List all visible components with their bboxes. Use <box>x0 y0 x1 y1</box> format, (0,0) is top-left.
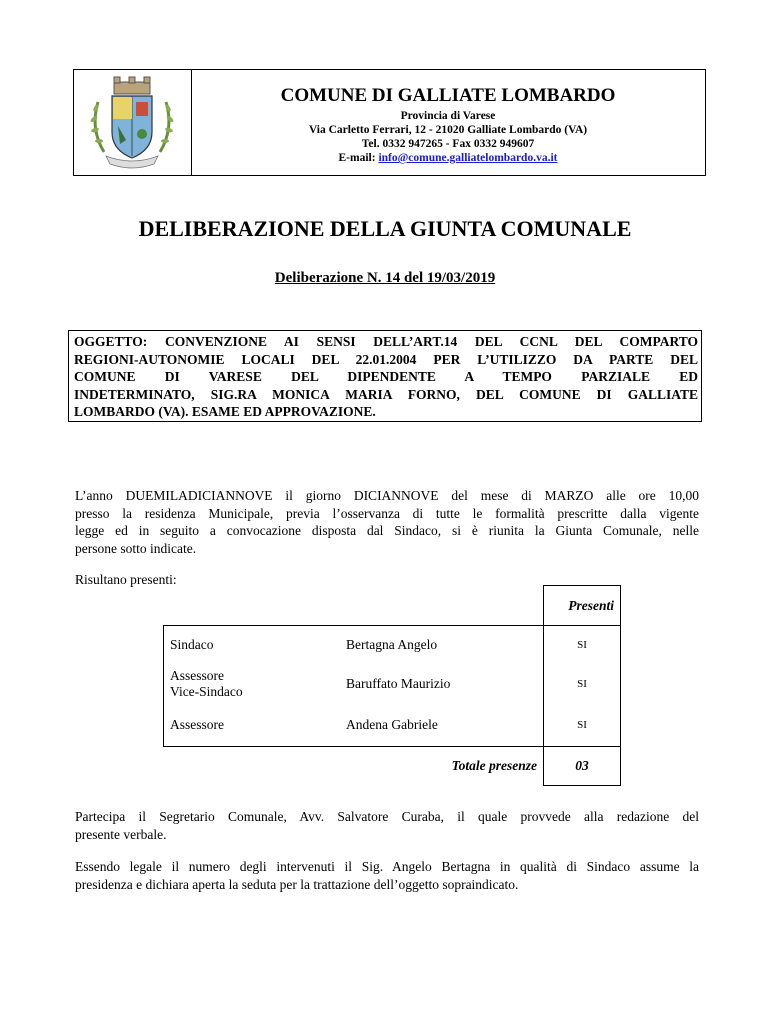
present-cell: SI <box>544 664 621 704</box>
crest-icon <box>84 74 180 170</box>
name-cell: Bertagna Angelo <box>340 626 544 665</box>
oggetto-line: LOMBARDO (VA). ESAME ED APPROVAZIONE. <box>74 404 376 419</box>
name-cell: Andena Gabriele <box>340 704 544 747</box>
totale-value: 03 <box>544 747 621 786</box>
telefono: Tel. 0332 947265 - Fax 0332 949607 <box>361 138 535 150</box>
intro-line: L’anno DUEMILADICIANNOVE il giorno DICIANNOVE del mese di MARZO alle ore 10,00 <box>75 488 699 503</box>
segretario-line: Partecipa il Segretario Comunale, Avv. Salvatore Curaba, il quale provvede alla redazione del <box>75 809 699 824</box>
risultano-presenti: Risultano presenti: <box>75 572 177 587</box>
comune-name: COMUNE DI GALLIATE LOMBARDO <box>280 85 616 106</box>
deliberation-number: Deliberazione N. 14 del 19/03/2019 <box>274 270 496 286</box>
oggetto-line: INDETERMINATO, SIG.RA MONICA MARIA FORNO, DEL COMUNE DI GALLIATE <box>74 386 698 402</box>
header-text <box>191 70 705 175</box>
email-link[interactable]: info@comune.galliatelombardo.va.it <box>378 152 558 164</box>
intro-paragraph <box>75 487 699 557</box>
indirizzo: Via Carletto Ferrari, 12 - 21020 Galliate Lombardo (VA) <box>308 124 588 136</box>
crest-cell <box>74 70 192 175</box>
presidenza-line: presidenza e dichiara aperta la seduta per la trattazione dell’oggetto sopraindicato. <box>75 876 519 892</box>
presidenza-paragraph <box>75 858 699 893</box>
table-row <box>164 664 621 704</box>
presenti-header: Presenti <box>544 586 621 626</box>
oggetto-line: OGGETTO: CONVENZIONE AI SENSI DELL’ART.14 DEL CCNL DEL COMPARTO <box>74 334 698 349</box>
role-cell: Sindaco <box>164 626 341 665</box>
intro-line: persone sotto indicate. <box>75 540 197 556</box>
intro-line: presso la residenza Municipale, previa l’osservanza di tutte le formalità prescritte dalla vigente <box>75 505 699 521</box>
name-cell: Baruffato Maurizio <box>346 676 451 691</box>
present-cell: SI <box>544 626 621 665</box>
table-row <box>164 626 621 665</box>
role-cell: Assessore <box>164 704 341 747</box>
oggetto-box <box>68 330 702 422</box>
totale-label: Totale presenze <box>451 758 537 773</box>
document-title: DELIBERAZIONE DELLA GIUNTA COMUNALE <box>138 216 632 241</box>
header-box <box>73 69 706 176</box>
segretario-line: presente verbale. <box>75 826 167 842</box>
attendance-table <box>163 585 621 786</box>
table-row <box>164 704 621 747</box>
segretario-paragraph <box>75 808 699 843</box>
email-line <box>191 151 705 165</box>
presidenza-line: Essendo legale il numero degli intervenuti il Sig. Angelo Bertagna in qualità di Sindaco assume la <box>75 859 699 874</box>
intro-line: legge ed in seguito a convocazione disposta dal Sindaco, si è riunita la Giunta Comunale, nelle <box>75 523 699 538</box>
provincia: Provincia di Varese <box>400 110 496 122</box>
present-cell: SI <box>544 704 621 747</box>
oggetto-line: REGIONI-AUTONOMIE LOCALI DEL 22.01.2004 PER L’UTILIZZO DA PARTE DEL <box>74 351 698 367</box>
email-label: E-mail: <box>338 152 379 164</box>
oggetto-line: COMUNE DI VARESE DEL DIPENDENTE A TEMPO PARZIALE ED <box>74 369 698 384</box>
role-cell: Assessore Vice-Sindaco <box>164 664 341 704</box>
